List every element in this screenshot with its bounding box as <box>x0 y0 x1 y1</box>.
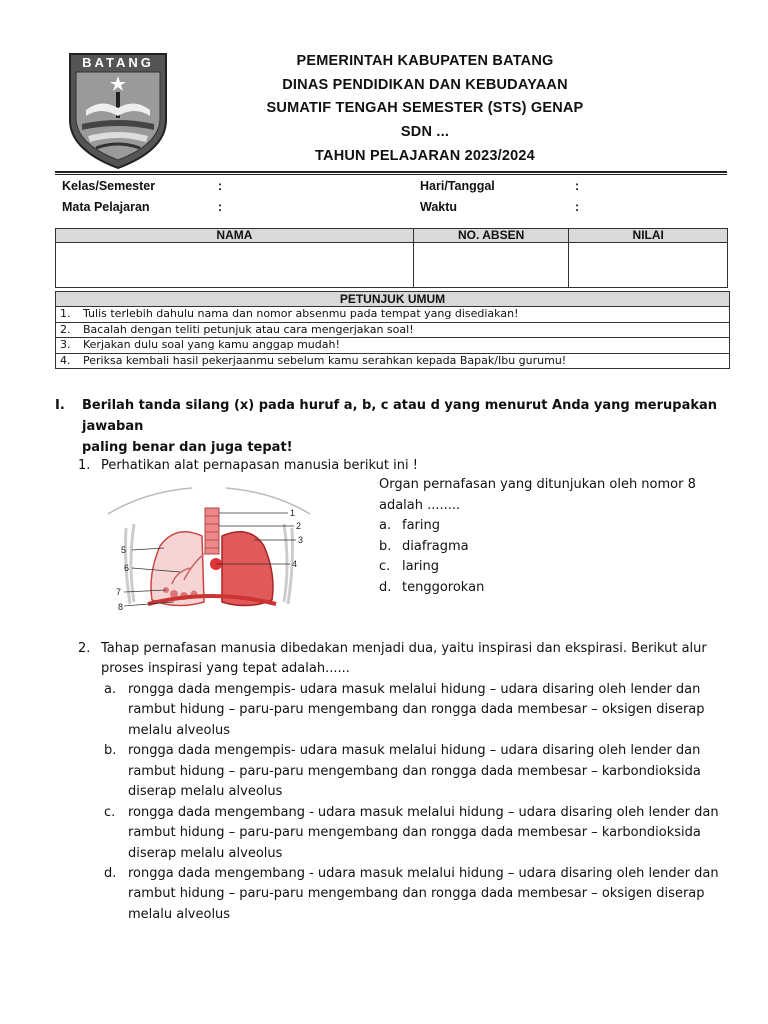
instructions-title: PETUNJUK UMUM <box>56 292 729 307</box>
absen-field[interactable] <box>413 243 569 288</box>
instruction-number: 4. <box>60 353 71 367</box>
header-divider-thin <box>55 174 727 175</box>
q2-option-b-line3[interactable]: diserap melalu alveolus <box>128 784 283 799</box>
q2-option-b-line1[interactable]: rongga dada mengempis- udara masuk melalui hidung – udara disaring oleh lender dan <box>128 743 701 758</box>
q2-option-c-line3[interactable]: diserap melalu alveolus <box>128 846 283 861</box>
score-header: NILAI <box>569 229 728 243</box>
batang-regency-logo <box>66 50 170 170</box>
q1-option-b-letter[interactable]: b. <box>379 539 392 554</box>
instruction-item <box>56 307 729 323</box>
day-label: Hari/Tanggal <box>420 179 495 193</box>
q2-option-a-line3[interactable]: melalu alveolus <box>128 723 231 738</box>
subject-colon: : <box>218 200 223 214</box>
q2-option-a-line1[interactable]: rongga dada mengempis- udara masuk melalui hidung – udara disaring oleh lender dan <box>128 682 701 697</box>
logo-text: BATANG <box>82 55 154 70</box>
q2-option-d-line2[interactable]: rambut hidung – paru-paru mengembang dan rongga dada membesar – oksigen diserap <box>128 886 705 901</box>
header-line-department: DINAS PENDIDIKAN DAN KEBUDAYAAN <box>282 77 568 93</box>
q1-question-line2: adalah ........ <box>379 498 461 513</box>
diagram-label-5: 5 <box>121 545 127 555</box>
q2-prompt-line1: Tahap pernafasan manusia dibedakan menjadi dua, yaitu inspirasi dan ekspirasi. Berikut alur <box>101 641 707 656</box>
instruction-text: Tulis terlebih dahulu nama dan nomor absenmu pada tempat yang disediakan! <box>83 307 519 320</box>
header-line-year: TAHUN PELAJARAN 2023/2024 <box>315 148 535 164</box>
q2-option-a-line2[interactable]: rambut hidung – paru-paru mengembang dan rongga dada membesar – oksigen diserap <box>128 702 705 717</box>
q1-prompt: Perhatikan alat pernapasan manusia berikut ini ! <box>101 458 418 473</box>
diagram-label-6: 6 <box>124 563 130 573</box>
q2-option-b-letter[interactable]: b. <box>104 743 117 758</box>
q1-option-b-text[interactable]: diafragma <box>402 539 469 554</box>
absen-header: NO. ABSEN <box>413 229 569 243</box>
q1-option-d-text[interactable]: tenggorokan <box>402 580 485 595</box>
respiratory-system-diagram <box>104 484 314 624</box>
instruction-text: Kerjakan dulu soal yang kamu anggap mudah! <box>83 338 340 351</box>
instruction-item <box>56 354 729 369</box>
q2-option-c-letter[interactable]: c. <box>104 805 116 820</box>
q1-option-d-letter[interactable]: d. <box>379 580 392 595</box>
class-label: Kelas/Semester <box>62 179 156 193</box>
student-identity-table <box>55 228 728 288</box>
q1-option-c-text[interactable]: laring <box>402 559 440 574</box>
name-field[interactable] <box>56 243 414 288</box>
day-colon: : <box>575 179 580 193</box>
instruction-number: 3. <box>60 338 71 351</box>
instruction-number: 2. <box>60 322 71 336</box>
subject-label: Mata Pelajaran <box>62 200 150 214</box>
q1-number: 1. <box>78 458 91 473</box>
q2-option-d-line1[interactable]: rongga dada mengembang - udara masuk melalui hidung – udara disaring oleh lender dan <box>128 866 719 881</box>
header-divider <box>55 171 727 173</box>
instruction-number: 1. <box>60 307 71 320</box>
header-line-school: SDN ... <box>400 124 450 140</box>
q2-prompt-line2: proses inspirasi yang tepat adalah...... <box>101 661 350 676</box>
section-number: I. <box>55 398 65 413</box>
instruction-item <box>56 338 729 354</box>
q2-option-a-letter[interactable]: a. <box>104 682 117 697</box>
instruction-text: Bacalah dengan teliti petunjuk atau cara mengerjakan soal! <box>83 322 414 336</box>
q2-option-d-letter[interactable]: d. <box>104 866 117 881</box>
diagram-label-2: 2 <box>296 521 302 531</box>
diagram-label-3: 3 <box>298 535 304 545</box>
header-line-government: PEMERINTAH KABUPATEN BATANG <box>296 53 554 69</box>
diagram-label-1: 1 <box>290 508 296 518</box>
q1-option-a-text[interactable]: faring <box>402 518 440 533</box>
q2-option-c-line2[interactable]: rambut hidung – paru-paru mengembang dan rongga dada membesar – karbondioksida <box>128 825 701 840</box>
name-header: NAMA <box>56 229 414 243</box>
q1-question-line1: Organ pernafasan yang ditunjukan oleh nomor 8 <box>379 477 696 492</box>
q2-option-d-line3[interactable]: melalu alveolus <box>128 907 231 922</box>
q2-option-c-line1[interactable]: rongga dada mengembang - udara masuk melalui hidung – udara disaring oleh lender dan <box>128 805 719 820</box>
diagram-label-7: 7 <box>116 587 122 597</box>
diagram-label-4: 4 <box>292 559 298 569</box>
general-instructions <box>55 291 730 369</box>
diagram-label-8: 8 <box>118 602 124 612</box>
time-colon: : <box>575 200 580 214</box>
q2-option-b-line2[interactable]: rambut hidung – paru-paru mengembang dan rongga dada membesar – karbondioksida <box>128 764 701 779</box>
q2-number: 2. <box>78 641 91 656</box>
section-text-line1: Berilah tanda silang (x) pada huruf a, b, c atau d yang menurut Anda yang merupakan jawaban <box>82 398 718 434</box>
header-line-exam: SUMATIF TENGAH SEMESTER (STS) GENAP <box>266 100 584 116</box>
section-text-line2: paling benar dan juga tepat! <box>82 440 293 455</box>
time-label: Waktu <box>420 200 458 214</box>
score-field[interactable] <box>569 243 728 288</box>
instruction-text: Periksa kembali hasil pekerjaanmu sebelum kamu serahkan kepada Bapak/Ibu gurumu! <box>83 353 567 367</box>
class-colon: : <box>218 179 223 193</box>
q1-option-c-letter[interactable]: c. <box>379 559 391 574</box>
q1-option-a-letter[interactable]: a. <box>379 518 392 533</box>
instruction-item <box>56 323 729 339</box>
